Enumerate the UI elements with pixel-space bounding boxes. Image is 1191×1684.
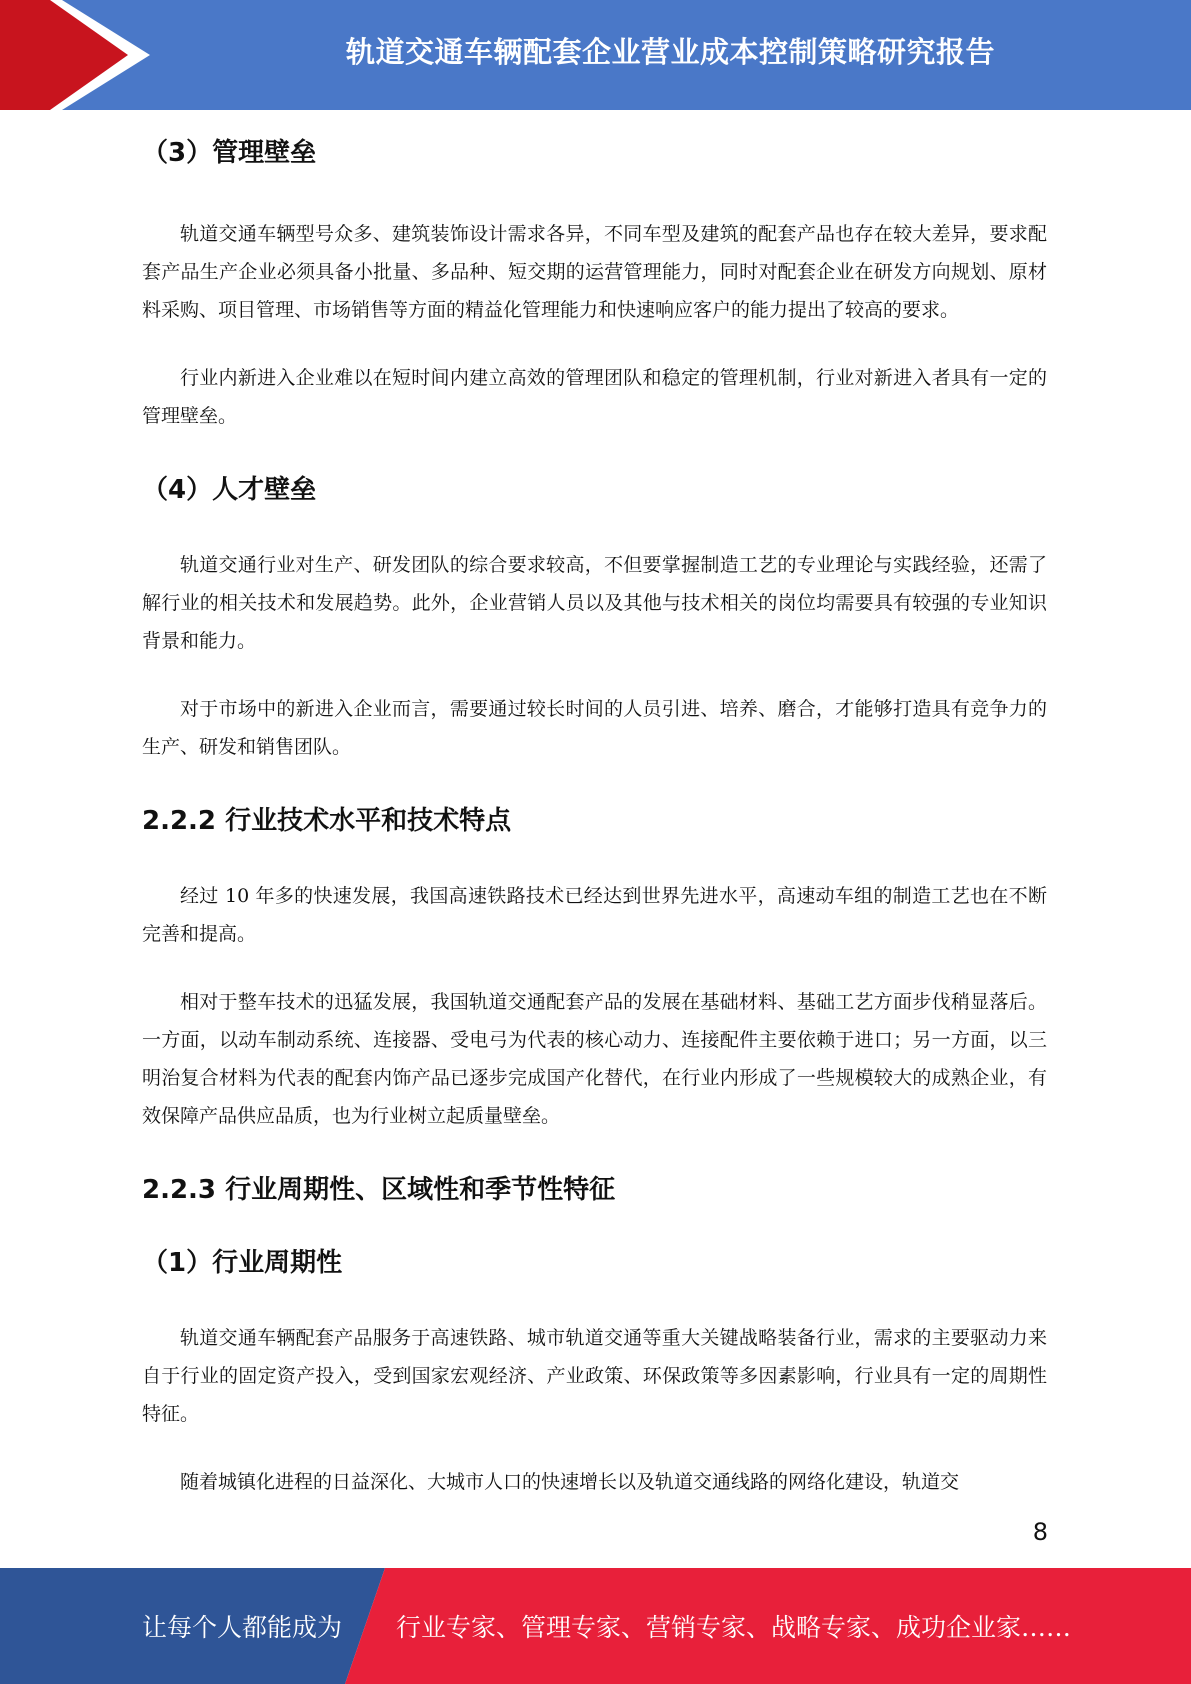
section-heading-industry-cyclicality: （1）行业周期性: [142, 1248, 343, 1278]
footer-slogan-right: 行业专家、管理专家、营销专家、战略专家、成功企业家……: [396, 1613, 1072, 1642]
paragraph: 轨道交通车辆配套产品服务于高速铁路、城市轨道交通等重大关键战略装备行业，需求的主要驱动力来自于行业的固定资产投入，受到国家宏观经济、产业政策、环保政策等多因素影响，行业具有一定的周期性特征。: [142, 1327, 1047, 1425]
page-header: [0, 0, 1191, 110]
document-body: [142, 118, 1047, 1501]
report-title: 轨道交通车辆配套企业营业成本控制策略研究报告: [345, 34, 995, 69]
page-footer: [0, 1568, 1191, 1684]
paragraph: 对于市场中的新进入企业而言，需要通过较长时间的人员引进、培养、磨合，才能够打造具有竞争力的生产、研发和销售团队。: [142, 698, 1047, 758]
section-heading-2-2-3: 2.2.3 行业周期性、区域性和季节性特征: [142, 1175, 616, 1205]
section-heading-talent-barrier: （4）人才壁垒: [142, 475, 317, 505]
footer-slogan-left: 让每个人都能成为: [142, 1613, 343, 1642]
paragraph: 行业内新进入企业难以在短时间内建立高效的管理团队和稳定的管理机制，行业对新进入者具有一定的管理壁垒。: [142, 367, 1047, 427]
paragraph: 轨道交通行业对生产、研发团队的综合要求较高，不但要掌握制造工艺的专业理论与实践经验，还需了解行业的相关技术和发展趋势。此外，企业营销人员以及其他与技术相关的岗位均需要具有较强的专业知识背景和能力。: [142, 554, 1047, 652]
paragraph: 随着城镇化进程的日益深化、大城市人口的快速增长以及轨道交通线路的网络化建设，轨道交: [180, 1471, 960, 1493]
paragraph: 轨道交通车辆型号众多、建筑装饰设计需求各异，不同车型及建筑的配套产品也存在较大差异，要求配套产品生产企业必须具备小批量、多品种、短交期的运营管理能力，同时对配套企业在研发方向规划、原材料采购、项目管理、市场销售等方面的精益化管理能力和快速响应客户的能力提出了较高的要求。: [142, 223, 1047, 321]
section-heading-management-barrier: （3）管理壁垒: [142, 138, 317, 168]
page-number: 8: [1032, 1518, 1048, 1546]
paragraph: 相对于整车技术的迅猛发展，我国轨道交通配套产品的发展在基础材料、基础工艺方面步伐稍显落后。一方面，以动车制动系统、连接器、受电弓为代表的核心动力、连接配件主要依赖于进口；另一方面，以三明治复合材料为代表的配套内饰产品已逐步完成国产化替代，在行业内形成了一些规模较大的成熟企业，有效保障产品供应品质，也为行业树立起质量壁垒。: [142, 991, 1047, 1127]
paragraph: 经过 10 年多的快速发展，我国高速铁路技术已经达到世界先进水平，高速动车组的制造工艺也在不断完善和提高。: [142, 885, 1047, 945]
section-heading-2-2-2: 2.2.2 行业技术水平和技术特点: [142, 806, 512, 836]
